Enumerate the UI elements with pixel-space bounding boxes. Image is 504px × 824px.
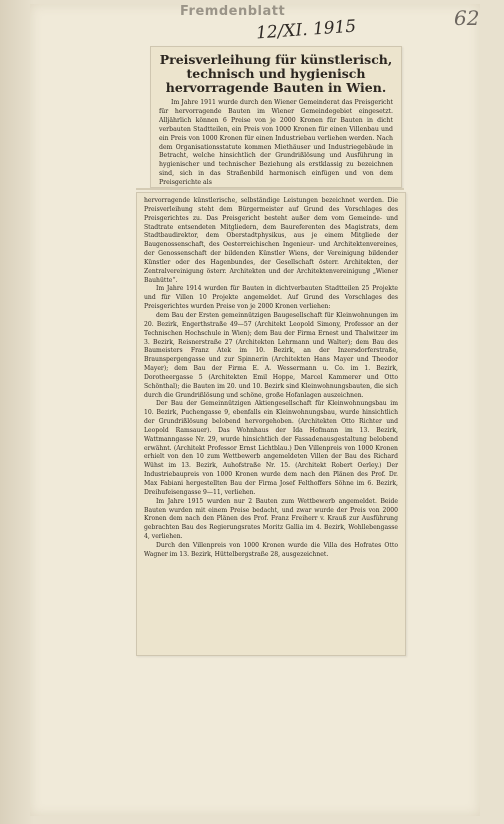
book-gutter [0,0,34,824]
handwritten-date: 12/XI. 1915 [255,16,357,44]
article-paragraph: dem Bau der Ersten gemeinnützigen Baugesellschaft für Kleinwohnungen im 20. Bezirk, Engerthstraße 49—57 (Architekt Leopold Simony, Professor an der Technischen Hochschule in Wien); dem Bau der Firma Ernest und Thalwitzer im 3. Bezirk, Reisnerstraße 27 (Architekten Lehrmann und Walter); dem Bau des Baumeisters Franz Atek im 10. Bezirk, an der Inzersdorferstraße, Braunspergengasse und zur Spinnerin (Architekten Hans Mayer und Theodor Mayer); dem Bau der Firma E. A. Wessermann u. Co. im 1. Bezirk, Dorotheergasse 5 (Architekten Emil Hoppe, Marcel Kammerer und Otto Schönthal); die Bauten im 20. und 10. Bezirk sind Kleinwohnungsbauten, die sich durch die Grundrißlösung und schöne, große Hofanlagen auszeichnen. [144,311,398,399]
clipping-top [150,46,402,188]
newspaper-stamp: Fremdenblatt [180,4,286,19]
article-paragraph: Im Jahre 1911 wurde durch den Wiener Gemeinderat das Preisgericht für hervorragende Bauten im Wiener Gemeindegebiet eingesetzt. Alljährlich können 6 Preise von je 2000 Kronen für Bauten in dicht verbauten Stadtteilen, ein Preis von 1000 Kronen für einen Villenbau und ein Preis von 1000 Kronen für einen Industriebau verliehen werden. Nach dem Organisationsstatute kommen Miethäuser und Industriegebäude in Betracht, welche hinsichtlich der Grundrißlösung und Ausführung in hygienischer und technischer Beziehung als erstklassig zu bezeichnen sind, sich in das Straßenbild harmonisch einfügen und von dem Preisgerichte als [159,99,393,187]
article-paragraph: Im Jahre 1914 wurden für Bauten in dichtverbauten Stadtteilen 25 Projekte und für Villen 10 Projekte angemeldet. Auf Grund des Vorschlages des Preisgerichtes wurden Preise von je 2000 Kronen verliehen: [144,285,398,311]
article-paragraph: hervorragende künstlerische, selbständige Leistungen bezeichnet werden. Die Preisverleihung steht dem Bürgermeister auf Grund des Vorschlages des Preisgerichtes zu. Das Preisgericht besteht außer dem vom Gemeinde- und Stadtrate entsendeten Mitgliedern, dem Baureferenten des Magistrats, dem Stadtbaudirektor, dem Oberstadtphysikus, aus je einem Mitgliede der Baugenossenschaft, des Oesterreichischen Ingenieur- und Architektenvereines, der Genossenschaft der bildenden Künstler Wiens, der Vereinigung bildender Künstler oder des Hagenbundes, der Gesellschaft österr. Architekten, der Zentralvereinigung österr. Architekten und der Architektenvereinigung „Wiener Bauhütte“. [144,197,398,284]
article-headline: Preisverleihung für künstlerisch, technisch und hygienisch hervorragende Bauten in Wien. [159,52,393,95]
clipping-seam [136,188,404,190]
clipping-continuation [136,192,406,656]
article-paragraph: Im Jahre 1915 wurden nur 2 Bauten zum Wettbewerb angemeldet. Beide Bauten wurden mit einem Preise bedacht, und zwar wurde der Preis von 2000 Kronen dem nach den Plänen des Prof. Franz Freiherr v. Krauß zur Ausführung gebrachten Bau des Regierungsrates Moritz Gallia im 4. Bezirk, Wohllebengasse 4, verliehen. [144,497,398,541]
article-paragraph: Der Bau der Gemeinnützigen Aktiengesellschaft für Kleinwohnungsbau im 10. Bezirk, Puchengasse 9, ebenfalls ein Kleinwohnungsbau, wurde hinsichtlich der Grundrißlösung belobend hervorgehoben. (Architekten Otto Richter und Leopold Ramsauer). Das Wohnhaus der Ida Hofmann im 13. Bezirk, Wattmanngasse Nr. 29, wurde hinsichtlich der Fassadenausgestaltung belobend erwähnt. (Architekt Professor Ernst Lichtblau.) Den Villenpreis von 1000 Kronen erhielt von den 10 zum Wettbewerb angemeldeten Villen der Bau des Richard Wühst im 13. Bezirk, Auhofstraße Nr. 15. (Architekt Robert Oerley.) Der Industriebaupreis von 1000 Kronen wurde dem nach den Plänen des Prof. Dr. Max Fabiani hergestellten Bau der Firma Josef Felthoffers Söhne im 6. Bezirk, Dreihufeisengasse 9—11, verliehen. [144,400,398,496]
page-number: 62 [454,6,480,30]
article-paragraph: Durch den Villenpreis von 1000 Kronen wurde die Villa des Hofrates Otto Wagner im 13. Bezirk, Hüttelbergstraße 28, ausgezeichnet. [144,541,398,558]
